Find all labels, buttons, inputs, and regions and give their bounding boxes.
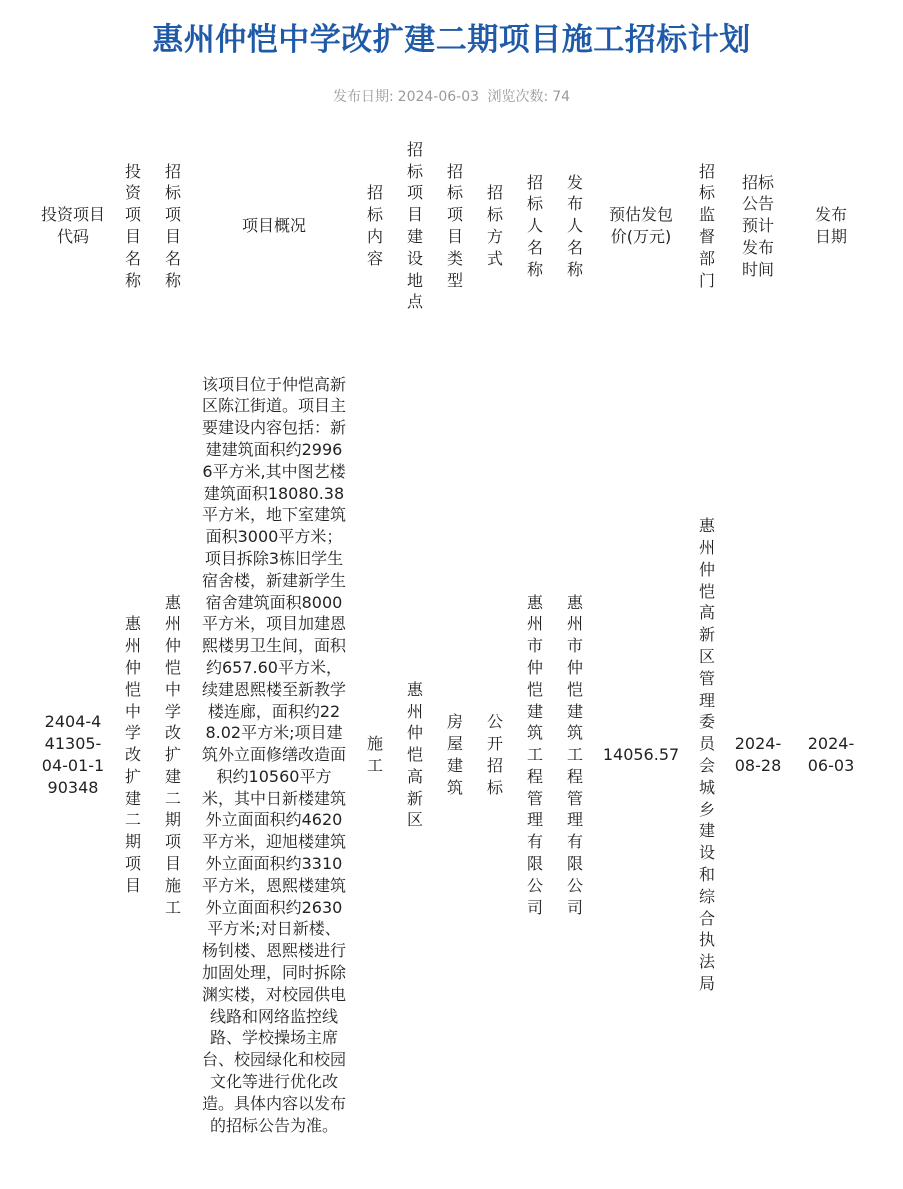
header-publish-date: 发布日期 bbox=[814, 205, 847, 246]
cell-supervisor: 惠州仲恺高新区管理委员会城乡建设和综合执法局 bbox=[698, 516, 715, 993]
header-overview: 项目概况 bbox=[241, 216, 306, 236]
view-count-label: 浏览次数: bbox=[487, 89, 549, 105]
header-location: 招标项目建设地点 bbox=[406, 139, 423, 312]
cell-notice-time: 2024-08-28 bbox=[734, 734, 782, 775]
cell-publish-date: 2024-06-03 bbox=[807, 734, 855, 775]
cell-overview: 该项目位于仲恺高新区陈江街道。项目主要建设内容包括：新建建筑面积约29966平方米,其中图艺楼建筑面积18080.38平方米，地下室建筑面积3000平方米；项目拆除3栋旧学生宿舍楼，新建新学生宿舍建筑面积8000平方米，项目加建恩熙楼男卫生间，面积约657.60平方米，续建恩熙楼至新教学楼连廊，面积约228.02平方米;项目建筑外立面修缮改造面积约10560平方米，其中日新楼建筑外立面面积约4620平方米，迎旭楼建筑外立面面积约3310平方米，恩熙楼建筑外立面面积约2630平方米;对日新楼、杨钊楼、恩熙楼进行加固处理，同时拆除渊实楼，对校园供电线路和网络监控线路、学校操场主席台、校园绿化和校园文化等进行优化改造。具体内容以发布的招标公告为准。 bbox=[201, 374, 346, 1135]
cell-publisher-name: 惠州市仲恺建筑工程管理有限公司 bbox=[566, 592, 583, 917]
cell-project-type: 房屋建筑 bbox=[446, 712, 463, 797]
header-tender-name: 招标项目名称 bbox=[164, 161, 181, 290]
cell-tender-content: 施工 bbox=[366, 734, 383, 775]
cell-estimated-price: 14056.57 bbox=[602, 745, 680, 765]
cell-tender-name: 惠州仲恺中学改扩建二期项目施工 bbox=[164, 592, 181, 917]
publish-date-label: 发布日期: bbox=[332, 89, 394, 105]
header-project-type: 招标项目类型 bbox=[446, 161, 463, 290]
page-title: 惠州仲恺中学改扩建二期项目施工招标计划 bbox=[152, 22, 751, 58]
tender-plan-table bbox=[33, 128, 873, 1186]
header-estimated-price: 预估发包价(万元) bbox=[608, 205, 673, 246]
header-tender-content: 招标内容 bbox=[366, 183, 383, 268]
publish-date: 2024-06-03 bbox=[397, 89, 480, 105]
header-publisher-name: 发布人名称 bbox=[566, 172, 583, 279]
header-tenderer-name: 招标人名称 bbox=[526, 172, 543, 279]
publish-meta bbox=[0, 86, 903, 106]
header-project-code: 投资项目代码 bbox=[40, 205, 105, 246]
cell-tender-method: 公开招标 bbox=[486, 712, 503, 797]
cell-tenderer-name: 惠州市仲恺建筑工程管理有限公司 bbox=[526, 592, 543, 917]
header-investment-name: 投资项目名称 bbox=[124, 161, 141, 290]
table-header-row bbox=[33, 128, 873, 324]
cell-investment-name: 惠州仲恺中学改扩建二期项目 bbox=[124, 614, 141, 895]
header-supervisor: 招标监督部门 bbox=[698, 161, 715, 290]
cell-project-code: 2404-441305-04-01-190348 bbox=[41, 712, 105, 797]
header-notice-time: 招标公告预计发布时间 bbox=[741, 172, 774, 279]
header-tender-method: 招标方式 bbox=[486, 183, 503, 268]
cell-location: 惠州仲恺高新区 bbox=[406, 679, 423, 830]
table-row bbox=[33, 324, 873, 1186]
view-count: 74 bbox=[552, 89, 571, 105]
